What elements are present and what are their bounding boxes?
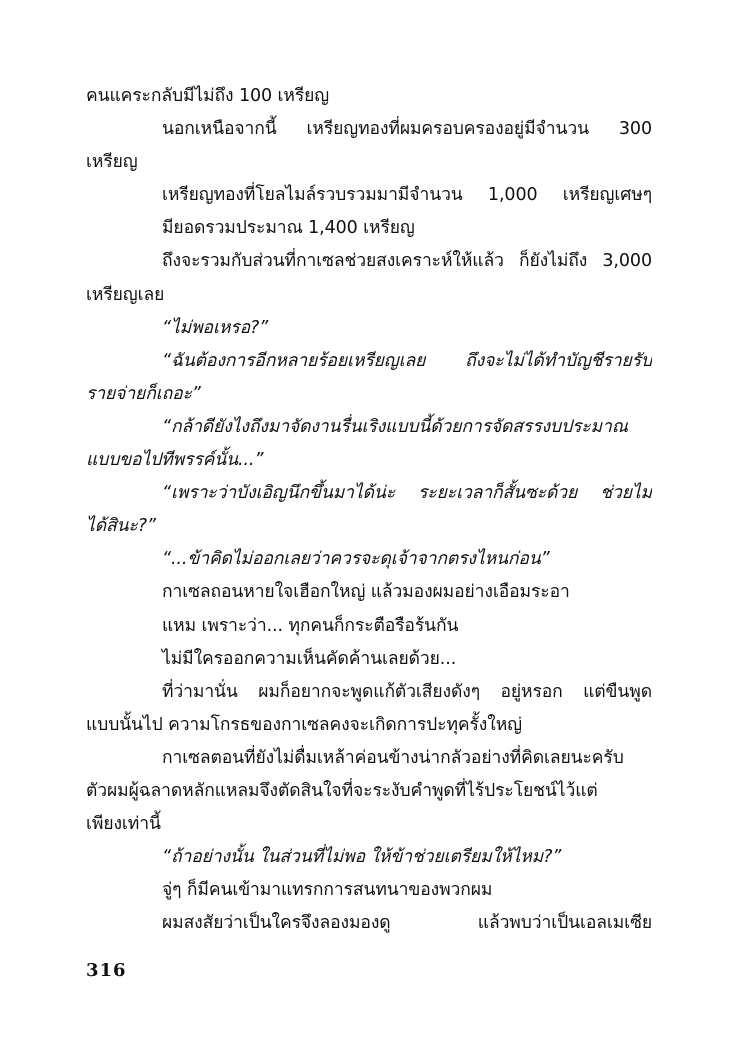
text-line: “ไม่พอเหรอ?” [162, 317, 269, 338]
page-number: 316 [86, 960, 127, 981]
text-line: นอกเหนือจากนี้ เหรียญทองที่ผมครอบครองอยู่มีจำนวน 300 [162, 119, 652, 140]
text-line: รายจ่ายก็เถอะ” [86, 383, 201, 404]
text-line: ได้สินะ?” [86, 516, 156, 537]
body-text [86, 80, 652, 940]
text-line: กาเซลถอนหายใจเฮือกใหญ่ แล้วมองผมอย่างเอือมระอา [162, 582, 570, 603]
text-line: คนแคระกลับมีไม่ถึง 100 เหรียญ [86, 86, 330, 106]
text-line: แหม เพราะว่า... ทุกคนก็กระตือรือร้นกัน [162, 615, 459, 636]
text-line: ผมสงสัยว่าเป็นใครจึงลองมองดู แล้วพบว่าเป็นเอลเมเซีย [162, 913, 652, 934]
text-line: “ฉันต้องการอีกหลายร้อยเหรียญเลย ถึงจะไม่ได้ทำบัญชีรายรับ [162, 350, 652, 371]
text-line: เหรียญทองที่โยลไมล์รวบรวมมามีจำนวน 1,000 เหรียญเศษๆ [162, 185, 652, 206]
text-line: “ถ้าอย่างนั้น ในส่วนที่ไม่พอ ให้ข้าช่วยเตรียมให้ไหม?” [162, 847, 562, 868]
text-line: เหรียญเลย [86, 284, 165, 305]
text-line: ถึงจะรวมกับส่วนที่กาเซลช่วยสงเคราะห์ให้แล้ว ก็ยังไม่ถึง 3,000 [162, 251, 652, 272]
text-line: แบบนั้นไป ความโกรธของกาเซลคงจะเกิดการปะทุครั้งใหญ่ [86, 714, 522, 735]
text-line: “เพราะว่าบังเอิญนึกขึ้นมาได้น่ะ ระยะเวลาก็สั้นซะด้วย ช่วยไม่ [162, 483, 652, 504]
text-line: ที่ว่ามานั่น ผมก็อยากจะพูดแก้ตัวเสียงดังๆ อยู่หรอก แต่ขืนพูด [162, 681, 652, 702]
text-line: “กล้าดียังไงถึงมาจัดงานรื่นเริงแบบนี้ด้วยการจัดสรรงบประมาณ [162, 416, 628, 437]
text-line: จู่ๆ ก็มีคนเข้ามาแทรกการสนทนาของพวกผม [162, 880, 493, 901]
text-line: มียอดรวมประมาณ 1,400 เหรียญ [162, 218, 415, 239]
text-line: เพียงเท่านี้ [86, 814, 161, 835]
text-line: “...ข้าคิดไม่ออกเลยว่าควรจะดุเจ้าจากตรงไหนก่อน” [162, 549, 550, 570]
text-line: ไม่มีใครออกความเห็นคัดค้านเลยด้วย... [162, 648, 457, 669]
text-line: กาเซลตอนที่ยังไม่ดื่มเหล้าค่อนข้างน่ากลัวอย่างที่คิดเลยนะครับ [162, 747, 624, 768]
text-line: ตัวผมผู้ฉลาดหลักแหลมจึงตัดสินใจที่จะระงับคำพูดที่ไร้ประโยชน์ไว้แต่ [86, 780, 598, 801]
text-line: เหรียญ [86, 152, 138, 173]
text-line: แบบขอไปทีพรรค์นั้น...” [86, 450, 264, 471]
